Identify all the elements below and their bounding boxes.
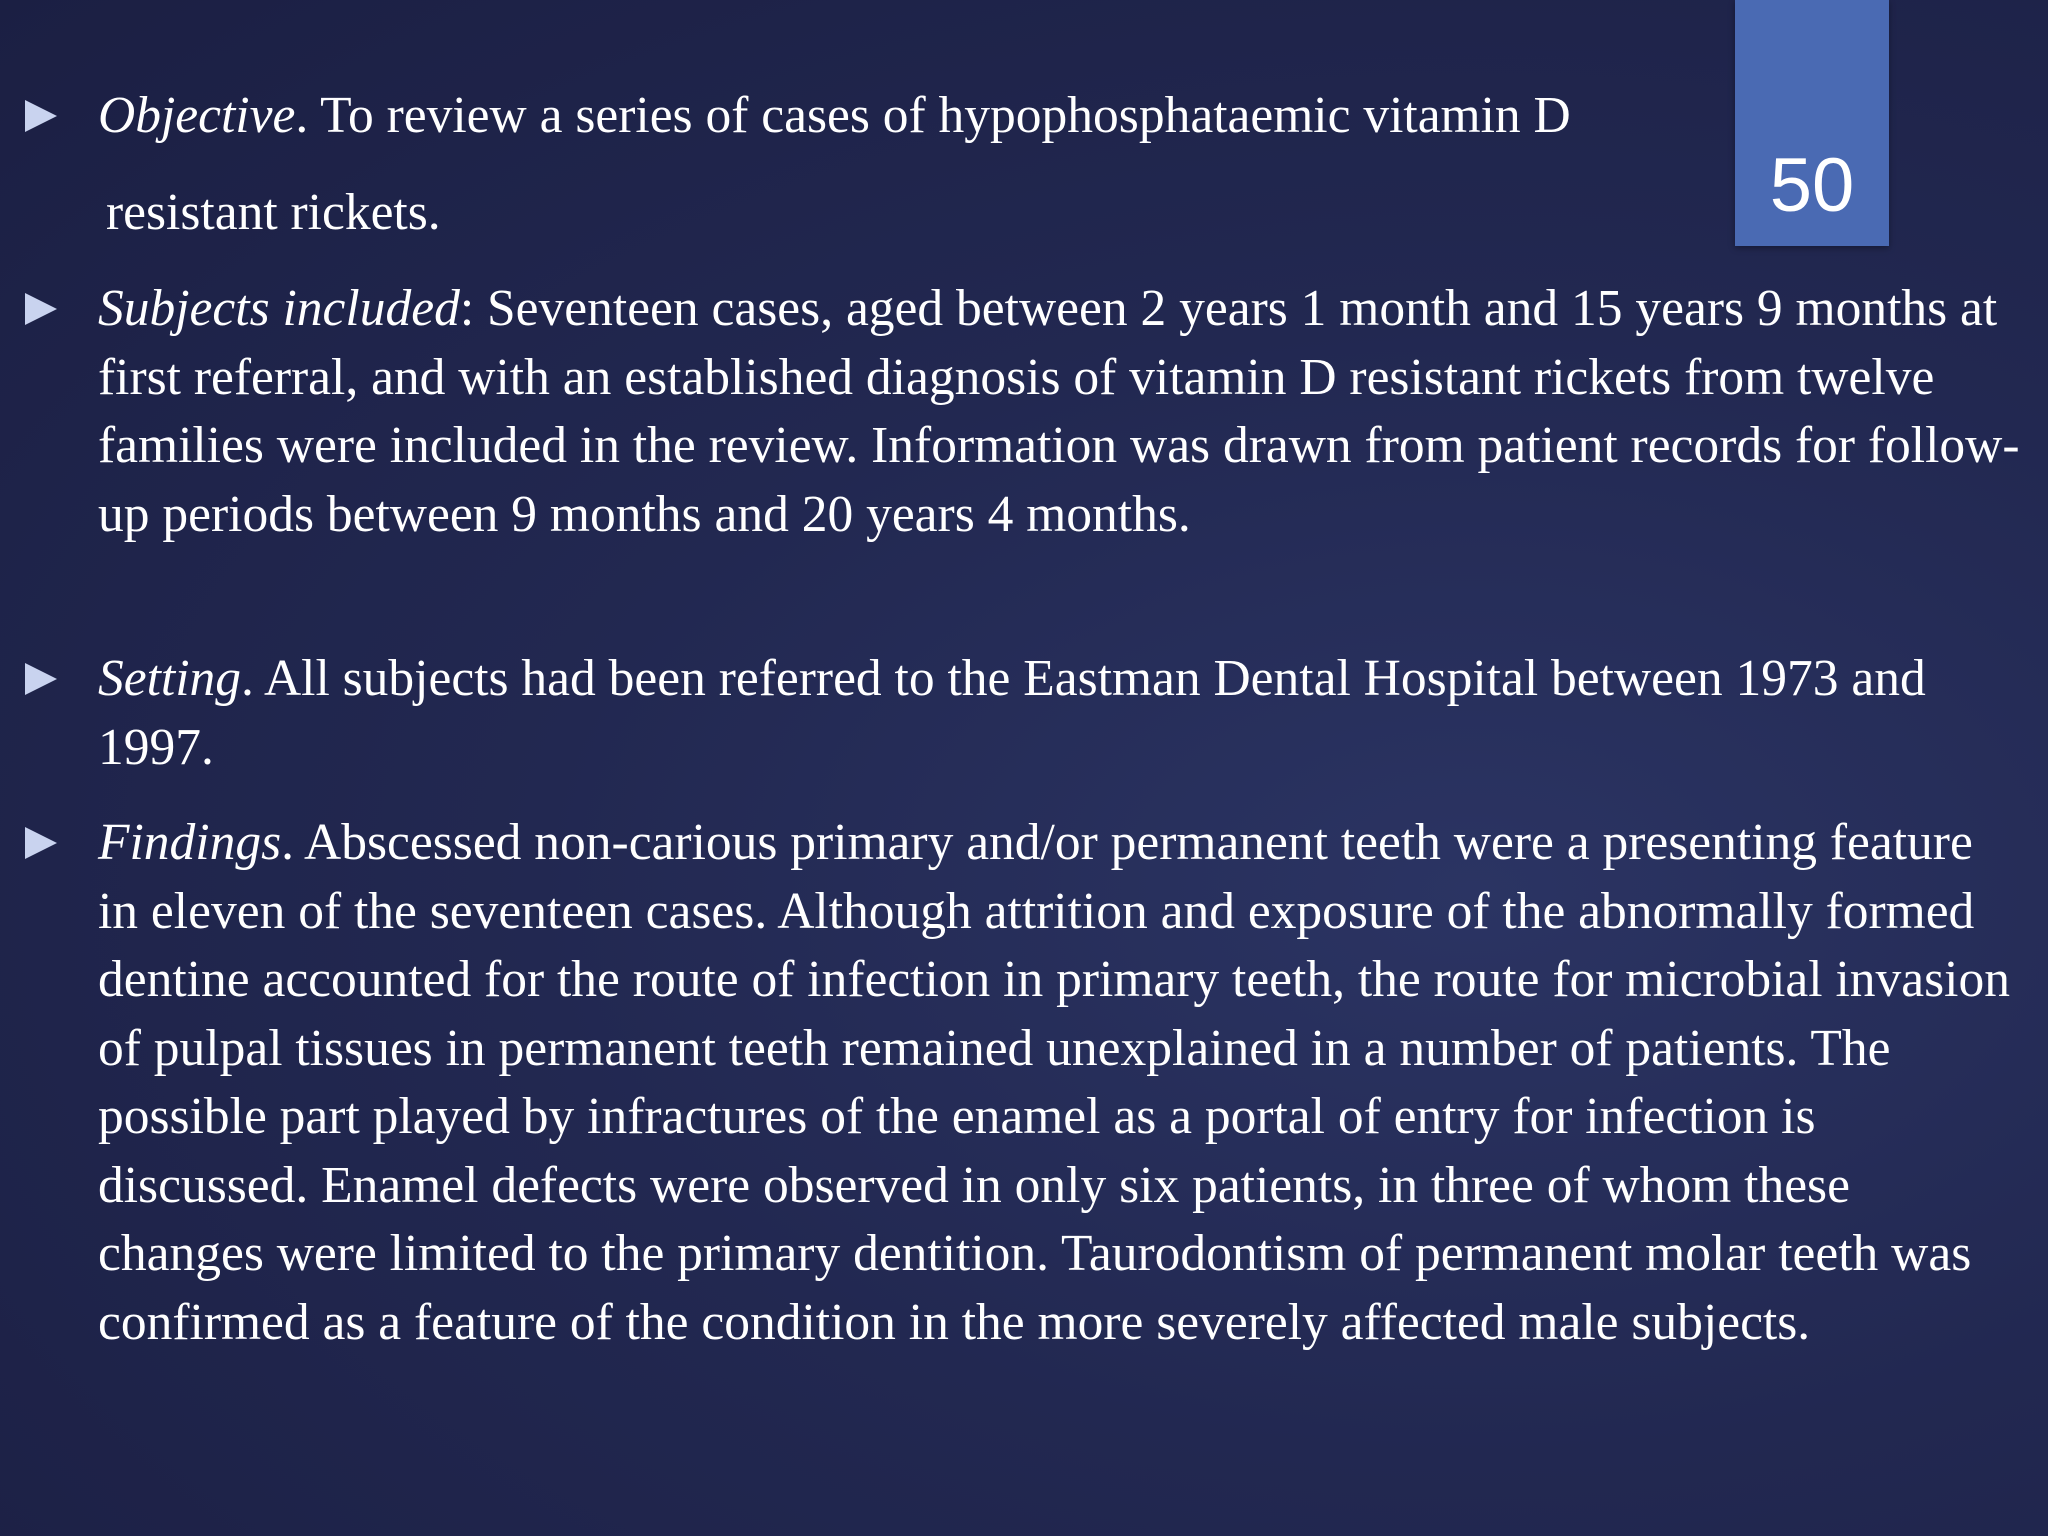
triangle-right-icon (25, 663, 57, 695)
bullet-label: Subjects included (98, 280, 460, 337)
triangle-right-icon (25, 293, 57, 325)
bullet-label: Findings (98, 814, 282, 871)
bullet-body: . Abscessed non-carious primary and/or permanent teeth were a presenting feature in eleven of the seventeen cases. Although attrition and exposure of the abnormally formed dentine accounted for the route of infection in primary teeth, the route for microbial invasion of pulpal tissues in permanent teeth remained unexplained in a number of patients. The possible part played by infractures of the enamel as a portal of entry for infection is discussed. Enamel defects were observed in only six patients, in three of whom these changes were limited to the primary dentition. Taurodontism of permanent molar teeth was confirmed as a feature of the condition in the more severely affected male subjects. (98, 814, 2010, 1351)
bullet-setting-text (98, 645, 1978, 782)
bullet-label: Objective (98, 87, 296, 144)
bullet-findings-text (98, 809, 2023, 1357)
bullet-label: Setting (98, 650, 242, 707)
triangle-right-icon (25, 100, 57, 132)
triangle-right-icon (25, 827, 57, 859)
bullet-body: : Seventeen cases, aged between 2 years 1 month and 15 years 9 months at first referral, and with an established diagnosis of vitamin D resistant rickets from twelve families were included in the review. Information was drawn from patient records for follow-up periods between 9 months and 20 years 4 months. (98, 280, 2020, 543)
bullet-body: . To review a series of cases of hypophosphataemic vitamin D (295, 87, 1571, 144)
bullet-objective-text (98, 82, 1718, 247)
bullet-body: . All subjects had been referred to the Eastman Dental Hospital between 1973 and 1997. (98, 650, 1926, 776)
page-number-badge (1735, 0, 1889, 246)
bullet-subjects-text (98, 275, 2023, 549)
page-number: 50 (1769, 143, 1855, 228)
bullet-body-continuation: resistant rickets. (106, 183, 441, 241)
